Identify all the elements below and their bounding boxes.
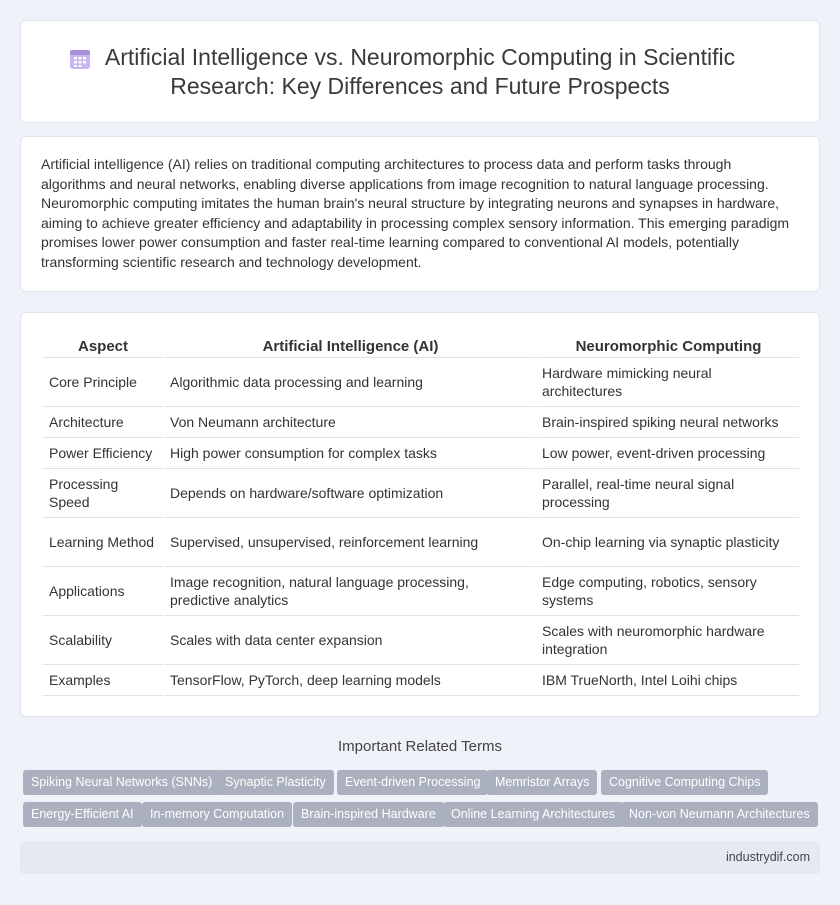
header-aspect: Aspect — [43, 330, 163, 358]
tag-in-memory-computation[interactable]: In-memory Computation — [142, 802, 292, 827]
table-cell-ai: Depends on hardware/software optimization — [163, 469, 535, 518]
tag-spiking-neural-networks[interactable]: Spiking Neural Networks (SNNs) — [23, 770, 220, 795]
table-cell-neuromorphic: Edge computing, robotics, sensory systems — [535, 567, 799, 616]
table-cell-aspect: Scalability — [43, 616, 163, 665]
table-cell-aspect: Applications — [43, 567, 163, 616]
page-title: Artificial Intelligence vs. Neuromorphic Computing in Scientific Research: Key Differences and Future Prospects — [104, 44, 736, 99]
header-card — [20, 20, 820, 123]
table-row — [43, 438, 799, 469]
header-ai: Artificial Intelligence (AI) — [163, 330, 535, 358]
tag-cognitive-computing-chips[interactable]: Cognitive Computing Chips — [601, 770, 768, 795]
table-cell-neuromorphic: Brain-inspired spiking neural networks — [535, 407, 799, 438]
intro-card — [20, 136, 820, 292]
table-row — [43, 567, 799, 616]
table-cell-aspect: Processing Speed — [43, 469, 163, 518]
table-row — [43, 469, 799, 518]
table-cell-aspect: Power Efficiency — [43, 438, 163, 469]
table-header-row — [43, 330, 799, 358]
header-neuromorphic: Neuromorphic Computing — [535, 330, 799, 358]
table-cell-aspect: Core Principle — [43, 358, 163, 407]
tag-brain-inspired-hardware[interactable]: Brain-inspired Hardware — [293, 802, 444, 827]
table-cell-ai: Algorithmic data processing and learning — [163, 358, 535, 407]
table-row — [43, 665, 799, 696]
comparison-table-card — [20, 312, 820, 717]
table-cell-neuromorphic: Low power, event-driven processing — [535, 438, 799, 469]
tag-online-learning-architectures[interactable]: Online Learning Architectures — [443, 802, 623, 827]
table-row — [43, 518, 799, 567]
table-cell-neuromorphic: Parallel, real-time neural signal processing — [535, 469, 799, 518]
table-cell-ai: Supervised, unsupervised, reinforcement learning — [163, 518, 535, 567]
related-terms-heading: Important Related Terms — [338, 738, 502, 755]
table-cell-ai: TensorFlow, PyTorch, deep learning models — [163, 665, 535, 696]
footer-source: industrydif.com — [725, 850, 810, 864]
intro-paragraph: Artificial intelligence (AI) relies on traditional computing architectures to process data and perform tasks through algorithms and neural networks, enabling diverse applications from image recognition to natural language processing. Neuromorphic computing imitates the human brain's neural structure by integrating neurons and synapses in hardware, aiming to achieve greater efficiency and adaptability in processing complex sensory information. This emerging paradigm promises lower power consumption and faster real-time learning compared to conventional AI models, potentially transforming scientific research and technology development. — [41, 156, 790, 270]
table-cell-neuromorphic: Scales with neuromorphic hardware integration — [535, 616, 799, 665]
table-cell-neuromorphic: IBM TrueNorth, Intel Loihi chips — [535, 665, 799, 696]
table-cell-neuromorphic: On-chip learning via synaptic plasticity — [535, 518, 799, 567]
comparison-table — [43, 330, 799, 696]
tag-memristor-arrays[interactable]: Memristor Arrays — [487, 770, 597, 795]
tag-energy-efficient-ai[interactable]: Energy-Efficient AI — [23, 802, 142, 827]
table-cell-ai: Image recognition, natural language processing, predictive analytics — [163, 567, 535, 616]
tag-non-von-neumann-architectures[interactable]: Non-von Neumann Architectures — [621, 802, 818, 827]
table-row — [43, 358, 799, 407]
table-row — [43, 616, 799, 665]
table-cell-ai: Von Neumann architecture — [163, 407, 535, 438]
table-cell-ai: Scales with data center expansion — [163, 616, 535, 665]
table-cell-aspect: Examples — [43, 665, 163, 696]
tag-event-driven-processing[interactable]: Event-driven Processing — [337, 770, 488, 795]
table-cell-neuromorphic: Hardware mimicking neural architectures — [535, 358, 799, 407]
table-cell-aspect: Learning Method — [43, 518, 163, 567]
tag-synaptic-plasticity[interactable]: Synaptic Plasticity — [217, 770, 334, 795]
table-cell-ai: High power consumption for complex tasks — [163, 438, 535, 469]
table-cell-aspect: Architecture — [43, 407, 163, 438]
footer — [20, 841, 820, 874]
table-row — [43, 407, 799, 438]
